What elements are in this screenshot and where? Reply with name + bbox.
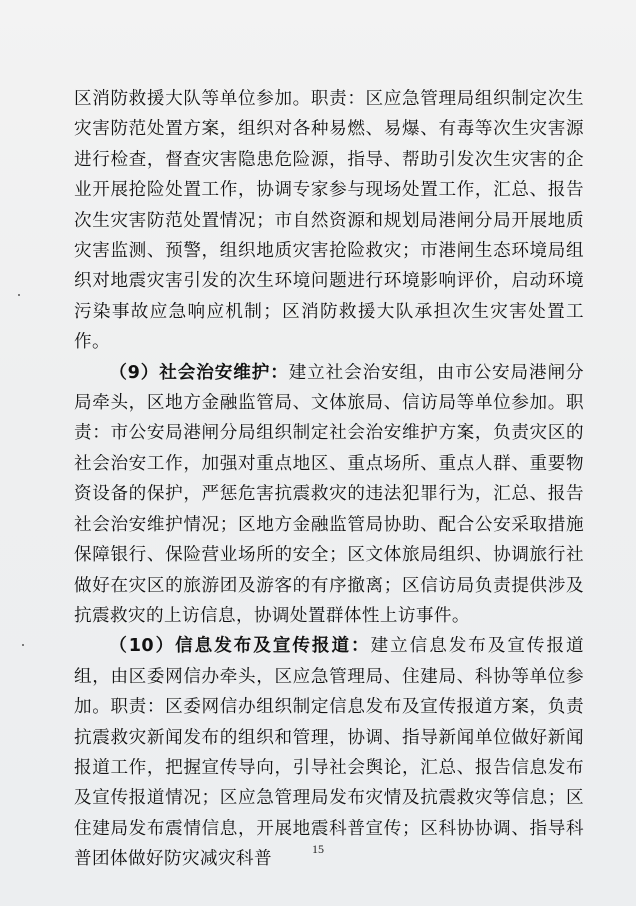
page-number: 15 (312, 842, 324, 856)
paragraph-information-release (74, 631, 584, 874)
paragraph-text: 建立社会治安组，由市公安局港闸分局牵头，区地方金融监管局、文体旅局、信访局等单位参加。职责：市公安局港闸分局组织制定社会治安维护方案，负责灾区的社会治安工作，加强对重点地区、重点场所、重点人群、重要物资设备的保护，严惩危害抗震救灾的违法犯罪行为，汇总、报告社会治安维护情况；区地方金融监管局协助、配合公安采取措施保障银行、保险营业场所的安全；区文体旅局组织、协调旅行社做好在灾区的旅游团及游客的有序撤离；区信访局负责提供涉及抗震救灾的上访信息，协调处置群体性上访事件。 (74, 362, 584, 626)
body-text (74, 84, 584, 875)
paragraph-text: 区消防救援大队等单位参加。职责：区应急管理局组织制定次生灾害防范处置方案，组织对各种易燃、易爆、有毒等次生灾害源进行检查，督查灾害隐患危险源，指导、帮助引发次生灾害的企业开展抢险处置工作，协调专家参与现场处置工作，汇总、报告次生灾害防范处置情况；市自然资源和规划局港闸分局开展地质灾害监测、预警，组织地质灾害抢险救灾；市港闸生态环境局组织对地震灾害引发的次生环境问题进行环境影响评价，启动环境污染事故应急响应机制；区消防救援大队承担次生灾害处置工作。 (74, 89, 584, 353)
scan-speck (22, 644, 24, 646)
paragraph-secondary-disaster-continued (74, 84, 584, 358)
paragraph-text: 建立信息发布及宣传报道组，由区委网信办牵头，区应急管理局、住建局、科协等单位参加。职责：区委网信办组织制定信息发布及宣传报道方案，负责抗震救灾新闻发布的组织和管理，协调、指导新闻单位做好新闻报道工作，把握宣传导向，引导社会舆论，汇总、报告信息发布及宣传报道情况；区应急管理局发布灾情及抗震救灾等信息；区住建局发布震情信息，开展地震科普宣传；区科协协调、指导科普团体做好防灾减灾科普 (74, 636, 584, 870)
scan-speck (18, 294, 20, 296)
section-heading: （10）信息发布及宣传报道： (109, 636, 371, 657)
paragraph-public-security (74, 358, 584, 632)
section-heading: （9）社会治安维护： (109, 362, 289, 383)
